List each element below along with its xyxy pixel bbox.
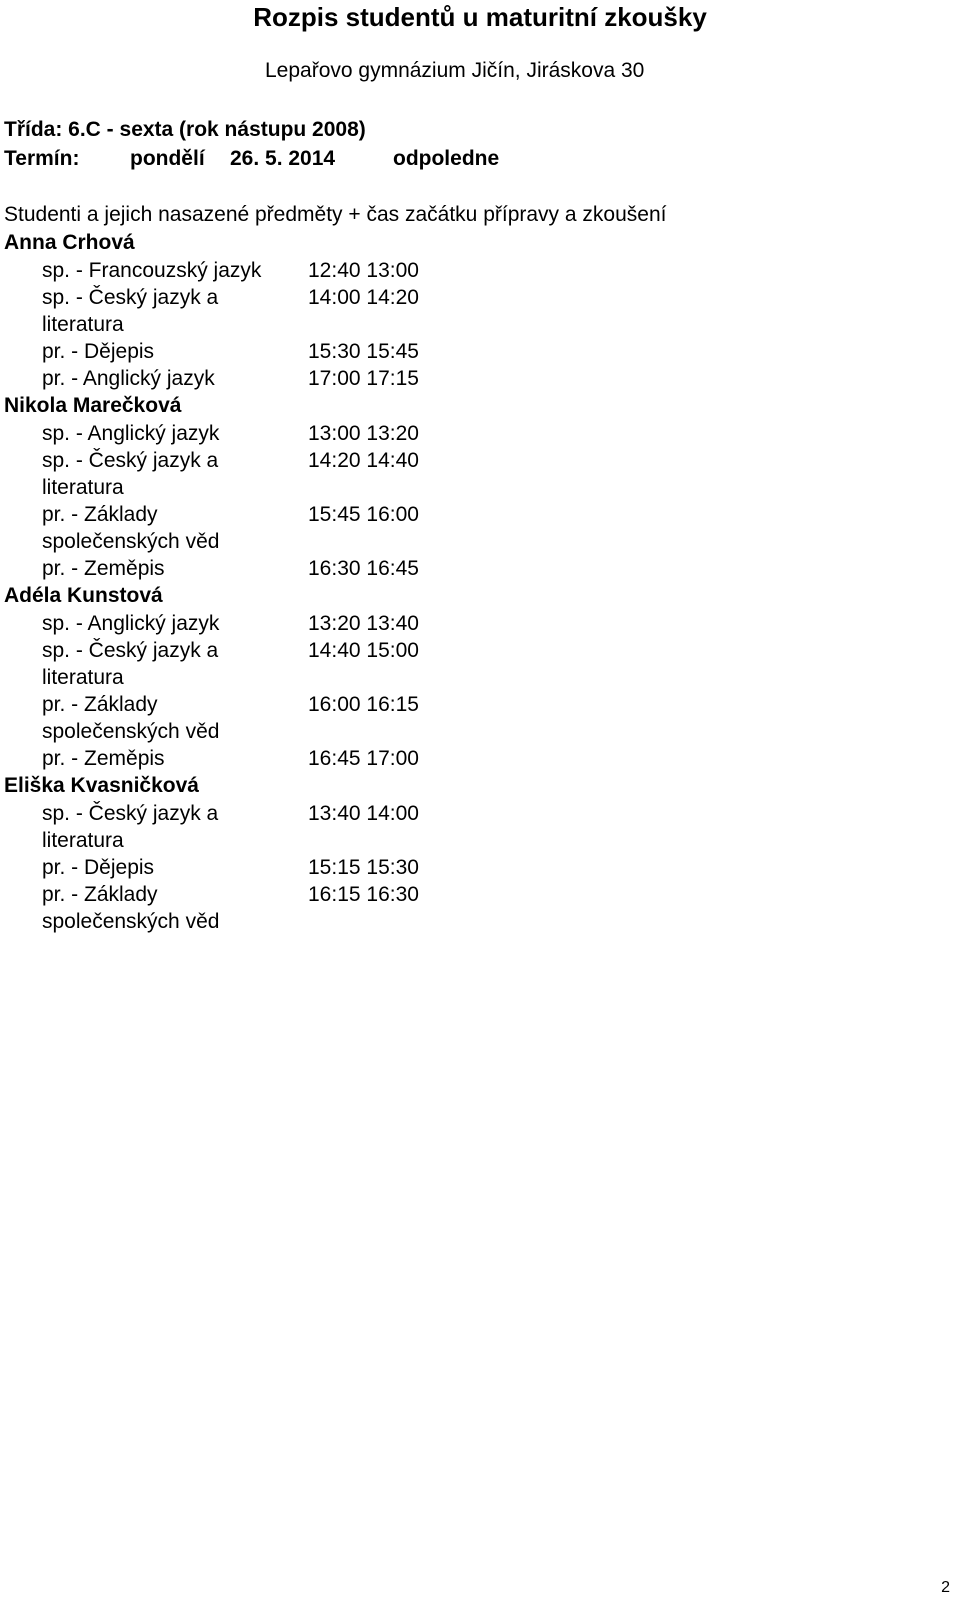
exam-times: 13:00 13:20	[308, 422, 419, 445]
exam-subject-line: pr. - Základy	[42, 883, 158, 906]
exam-subject	[42, 691, 292, 745]
term-day: pondělí	[130, 147, 205, 170]
exam-subject	[42, 420, 292, 447]
exam-row	[0, 257, 960, 284]
exam-subject-line: pr. - Dějepis	[42, 856, 155, 879]
exam-subject-line: pr. - Anglický jazyk	[42, 367, 215, 390]
exam-subject-line: pr. - Zeměpis	[42, 557, 165, 580]
schedule-intro: Studenti a jejich nasazené předměty + čas začátku přípravy a zkoušení	[4, 203, 667, 226]
exam-row	[0, 691, 960, 745]
exam-times: 14:40 15:00	[308, 639, 419, 662]
exam-subject-line: sp. - Český jazyk a	[42, 802, 219, 825]
exam-times: 16:45 17:00	[308, 747, 419, 770]
exam-subject	[42, 555, 292, 582]
exam-row	[0, 854, 960, 881]
exam-subject-line: literatura	[42, 829, 124, 852]
term-date: 26. 5. 2014	[230, 147, 336, 170]
student-schedule	[0, 229, 960, 935]
exam-subject	[42, 284, 292, 338]
exam-times: 12:40 13:00	[308, 259, 419, 282]
exam-subject-line: společenských věd	[42, 910, 220, 933]
exam-subject-line: literatura	[42, 313, 124, 336]
exam-times: 13:20 13:40	[308, 612, 419, 635]
exam-row	[0, 284, 960, 338]
exam-subject-line: pr. - Základy	[42, 503, 158, 526]
exam-subject-line: literatura	[42, 476, 124, 499]
exam-subject	[42, 365, 292, 392]
exam-subject	[42, 501, 292, 555]
exam-subject	[42, 745, 292, 772]
exam-subject	[42, 854, 292, 881]
exam-row	[0, 637, 960, 691]
exam-times: 15:45 16:00	[308, 503, 419, 526]
term-label: Termín:	[4, 147, 80, 170]
page-title: Rozpis studentů u maturitní zkoušky	[253, 2, 707, 32]
exam-row	[0, 420, 960, 447]
student-block	[0, 582, 960, 772]
exam-subject	[42, 257, 292, 284]
exam-subject-line: sp. - Český jazyk a	[42, 286, 219, 309]
exam-row	[0, 881, 960, 935]
page-number: 2	[941, 1579, 950, 1596]
student-name: Adéla Kunstová	[4, 584, 163, 607]
exam-row	[0, 610, 960, 637]
exam-subject-line: literatura	[42, 666, 124, 689]
student-block	[0, 229, 960, 392]
exam-row	[0, 365, 960, 392]
exam-row	[0, 338, 960, 365]
exam-subject	[42, 338, 292, 365]
student-name: Anna Crhová	[4, 231, 135, 254]
exam-subject-line: sp. - Anglický jazyk	[42, 422, 220, 445]
student-block	[0, 772, 960, 935]
class-info: Třída: 6.C - sexta (rok nástupu 2008)	[4, 118, 366, 141]
exam-subject-line: společenských věd	[42, 530, 220, 553]
exam-times: 14:20 14:40	[308, 449, 419, 472]
exam-row	[0, 800, 960, 854]
exam-subject-line: sp. - Anglický jazyk	[42, 612, 220, 635]
exam-times: 14:00 14:20	[308, 286, 419, 309]
exam-subject-line: sp. - Český jazyk a	[42, 639, 219, 662]
term-time-of-day: odpoledne	[393, 147, 500, 170]
exam-times: 17:00 17:15	[308, 367, 419, 390]
exam-subject	[42, 447, 292, 501]
student-name: Nikola Marečková	[4, 394, 182, 417]
exam-times: 15:15 15:30	[308, 856, 419, 879]
exam-subject	[42, 610, 292, 637]
exam-row	[0, 447, 960, 501]
exam-times: 13:40 14:00	[308, 802, 419, 825]
exam-subject	[42, 800, 292, 854]
exam-subject	[42, 881, 292, 935]
exam-subject-line: pr. - Dějepis	[42, 340, 155, 363]
exam-subject-line: sp. - Český jazyk a	[42, 449, 219, 472]
exam-times: 16:15 16:30	[308, 883, 419, 906]
exam-times: 16:30 16:45	[308, 557, 419, 580]
exam-subject-line: společenských věd	[42, 720, 220, 743]
exam-subject	[42, 637, 292, 691]
exam-subject-line: sp. - Francouzský jazyk	[42, 259, 262, 282]
school-name: Lepařovo gymnázium Jičín, Jiráskova 30	[265, 59, 645, 82]
exam-row	[0, 501, 960, 555]
exam-row	[0, 555, 960, 582]
exam-subject-line: pr. - Základy	[42, 693, 158, 716]
exam-times: 15:30 15:45	[308, 340, 419, 363]
exam-row	[0, 745, 960, 772]
student-block	[0, 392, 960, 582]
exam-subject-line: pr. - Zeměpis	[42, 747, 165, 770]
exam-times: 16:00 16:15	[308, 693, 419, 716]
student-name: Eliška Kvasničková	[4, 774, 199, 797]
